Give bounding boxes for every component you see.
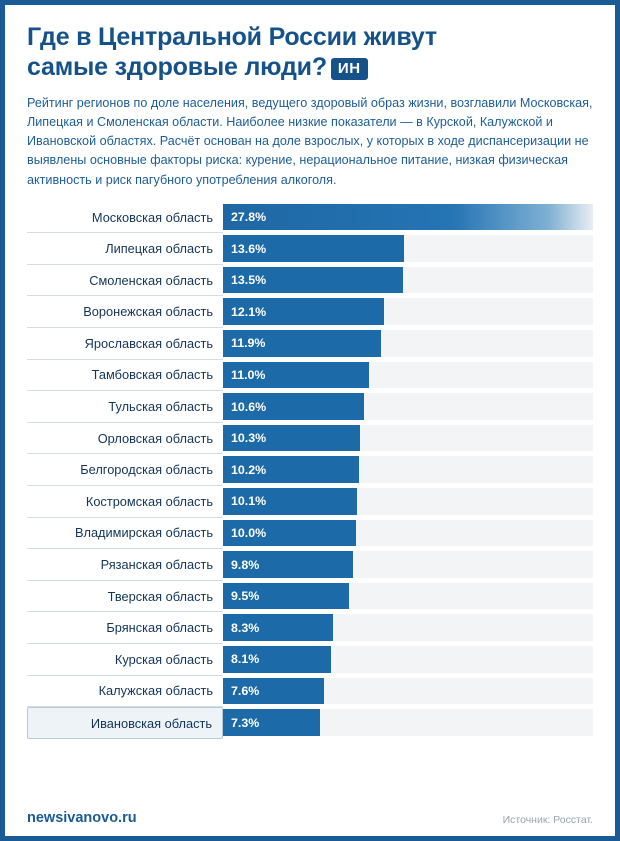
chart-row-label: Ивановская область bbox=[27, 707, 223, 739]
chart-row-label: Воронежская область bbox=[27, 296, 223, 328]
chart-row-track bbox=[223, 709, 593, 737]
chart-row bbox=[27, 296, 593, 328]
chart-bar-value: 27.8% bbox=[231, 210, 267, 224]
chart-row bbox=[27, 454, 593, 486]
chart-row-track bbox=[223, 425, 593, 453]
chart-row bbox=[27, 202, 593, 234]
chart-bar-value: 7.6% bbox=[231, 683, 260, 698]
site-link[interactable]: newsivanovo.ru bbox=[27, 810, 137, 826]
chart-row bbox=[27, 486, 593, 518]
chart-row-label: Тульская область bbox=[27, 391, 223, 423]
chart-row-track bbox=[223, 204, 593, 232]
chart-bar-value: 7.3% bbox=[231, 715, 260, 730]
chart-row bbox=[27, 581, 593, 613]
chart-row-label: Орловская область bbox=[27, 423, 223, 455]
chart-row bbox=[27, 233, 593, 265]
page-title bbox=[27, 23, 593, 82]
chart-row bbox=[27, 549, 593, 581]
chart-bar-value: 9.8% bbox=[231, 557, 260, 572]
chart-row-track bbox=[223, 520, 593, 548]
chart-row-track bbox=[223, 393, 593, 421]
chart-row-label: Калужская область bbox=[27, 676, 223, 708]
chart-row bbox=[27, 644, 593, 676]
chart-bar-value: 8.3% bbox=[231, 620, 260, 635]
chart-row bbox=[27, 612, 593, 644]
chart-row-label: Белгородская область bbox=[27, 454, 223, 486]
chart-bar-value: 10.3% bbox=[231, 431, 267, 446]
chart-row bbox=[27, 676, 593, 708]
chart-row-label: Ярославская область bbox=[27, 328, 223, 360]
footer bbox=[27, 798, 593, 826]
title-line-2: самые здоровые люди? bbox=[27, 52, 327, 81]
chart-row-track bbox=[223, 267, 593, 295]
chart-row-track bbox=[223, 614, 593, 642]
chart-bar-value: 10.2% bbox=[231, 462, 267, 477]
chart-bar bbox=[223, 204, 593, 231]
chart-row-track bbox=[223, 488, 593, 516]
chart-bar-value: 10.1% bbox=[231, 494, 267, 509]
chart-row-label: Смоленская область bbox=[27, 265, 223, 297]
chart-row-track bbox=[223, 583, 593, 611]
lead-paragraph: Рейтинг регионов по доле населения, ведущего здоровый образ жизни, возглавили Московская, Липецкая и Смоленская области. Наиболее низкие показатели — в Курской, Калужской и Ивановской областях. Расчёт основан на доле взрослых, у которых в ходе диспансеризации не выявлены основные факторы риска: курение, нерациональное питание, низкая физическая активность и риск пагубного употребления алкоголя. bbox=[27, 96, 593, 187]
chart-row-label: Курская область bbox=[27, 644, 223, 676]
chart-bar-value: 8.1% bbox=[231, 652, 260, 667]
chart-row bbox=[27, 707, 593, 739]
chart-row bbox=[27, 423, 593, 455]
chart-bar-value: 10.6% bbox=[231, 399, 267, 414]
chart-bar-value: 13.6% bbox=[231, 241, 267, 256]
chart-row bbox=[27, 518, 593, 550]
title-line-1: Где в Центральной России живут bbox=[27, 23, 437, 51]
chart-row-label: Московская область bbox=[27, 202, 223, 234]
chart-row-track bbox=[223, 551, 593, 579]
chart-bar-value: 9.5% bbox=[231, 589, 260, 604]
chart-row-track bbox=[223, 362, 593, 390]
chart-row bbox=[27, 391, 593, 423]
chart-row-track bbox=[223, 646, 593, 674]
chart-row-track bbox=[223, 678, 593, 706]
chart-row-label: Липецкая область bbox=[27, 233, 223, 265]
chart-row-label: Тамбовская область bbox=[27, 360, 223, 392]
chart-row-label: Рязанская область bbox=[27, 549, 223, 581]
chart-row-track bbox=[223, 456, 593, 484]
chart-row-label: Владимирская область bbox=[27, 518, 223, 550]
chart-row-label: Костромская область bbox=[27, 486, 223, 518]
chart-row-track bbox=[223, 330, 593, 358]
chart-bar-value: 11.9% bbox=[231, 336, 266, 351]
chart-row-track bbox=[223, 298, 593, 326]
chart-bar-value: 13.5% bbox=[231, 273, 267, 288]
chart-row bbox=[27, 328, 593, 360]
chart-bar-value: 10.0% bbox=[231, 525, 267, 540]
chart-row-track bbox=[223, 235, 593, 263]
chart-bar-value: 12.1% bbox=[231, 304, 267, 319]
chart-row-label: Тверская область bbox=[27, 581, 223, 613]
chart-row bbox=[27, 360, 593, 392]
chart-bar-value: 11.0% bbox=[231, 367, 266, 382]
bar-chart bbox=[27, 202, 593, 794]
source-note: Источник: Росстат. bbox=[502, 814, 593, 826]
chart-row bbox=[27, 265, 593, 297]
brand-badge: ИН bbox=[331, 58, 368, 81]
chart-row-label: Брянская область bbox=[27, 612, 223, 644]
